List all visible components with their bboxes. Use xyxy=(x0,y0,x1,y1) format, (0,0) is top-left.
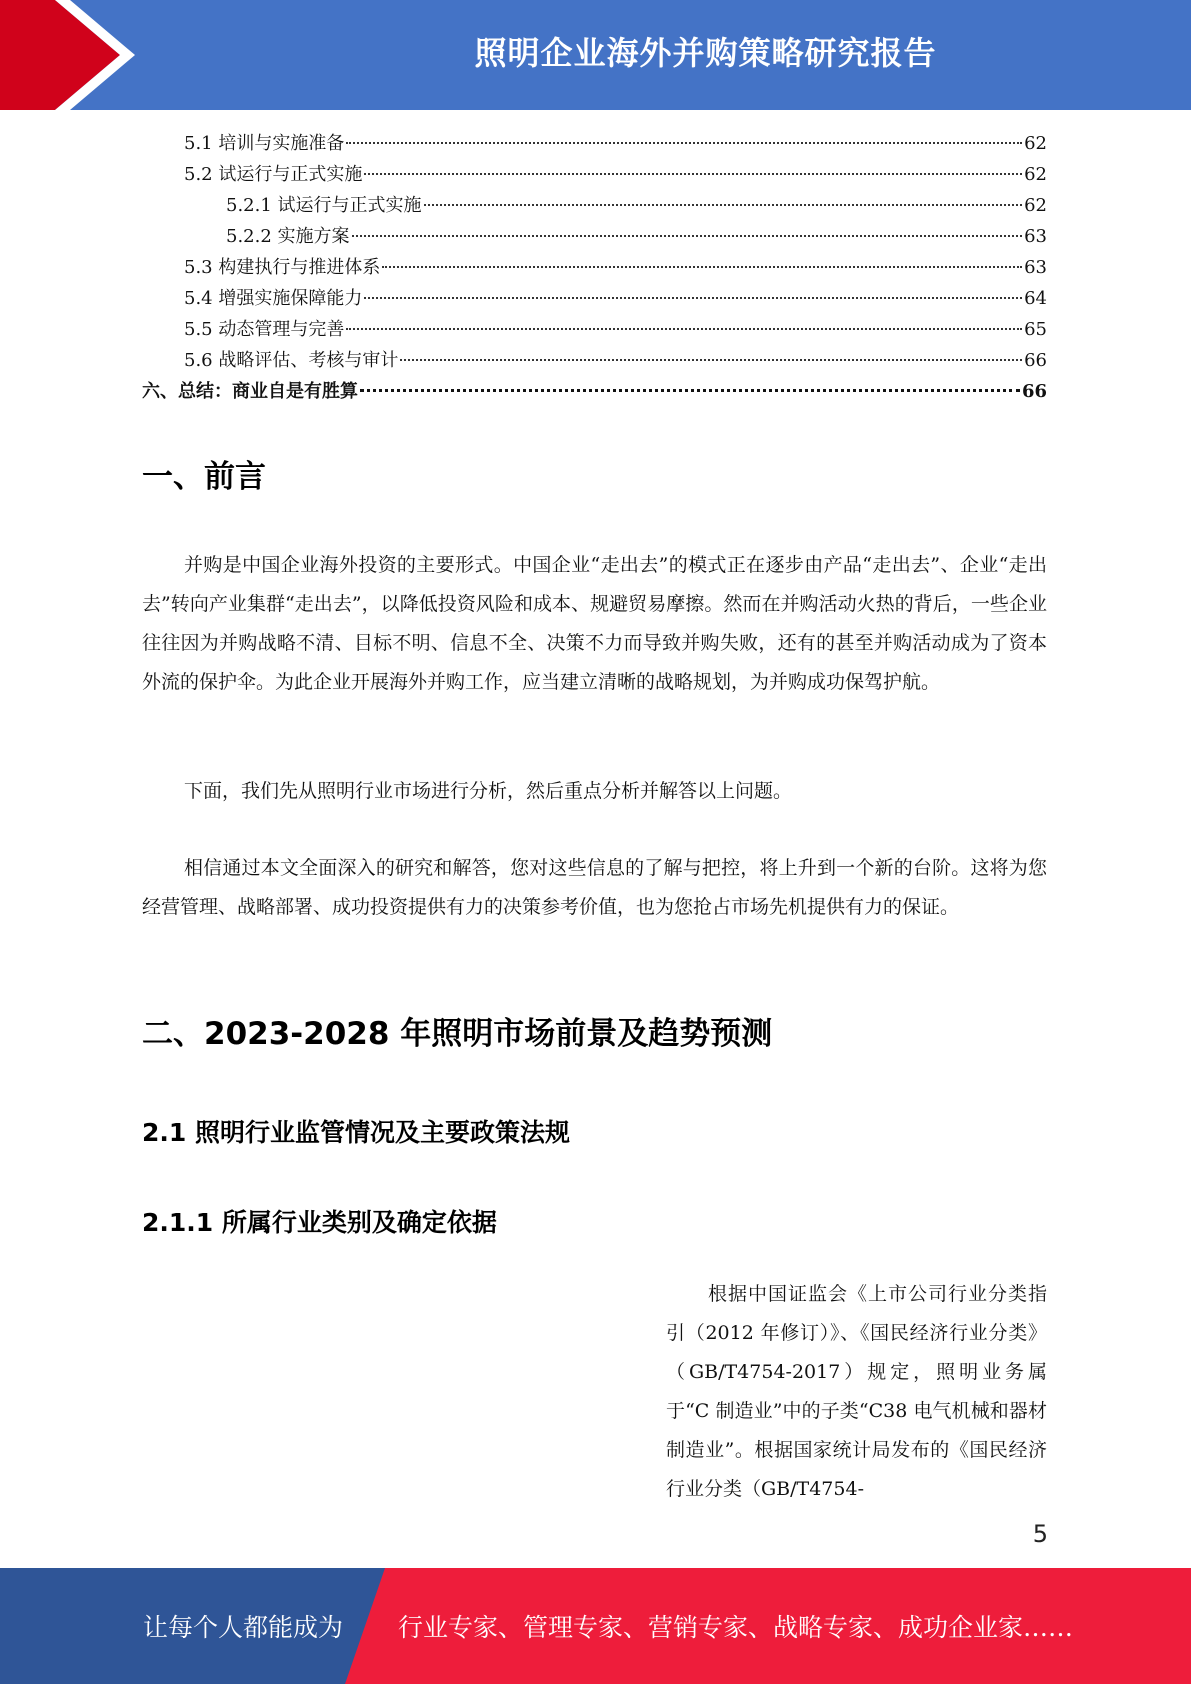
page-number: 5 xyxy=(1032,1520,1048,1548)
toc-entry-title: 5.2.2 实施方案 xyxy=(226,226,350,247)
toc-entry[interactable] xyxy=(142,252,1047,283)
industry-classification-paragraph: 根据中国证监会《上市公司行业分类指引（2012 年修订）》、《国民经济行业分类》（GB/T4754-2017）规定，照明业务属于“C 制造业”中的子类“C38 电气机械和器材制造业”。根据国家统计局发布的《国民经济行业分类（GB/T4754- xyxy=(666,1283,1047,1500)
toc-leader-dots xyxy=(364,297,1022,299)
toc-leader-dots xyxy=(352,235,1023,237)
toc-entry-title: 5.1 培训与实施准备 xyxy=(184,133,345,154)
toc-entry-title: 5.6 战略评估、考核与审计 xyxy=(184,350,399,371)
page-header xyxy=(0,0,1191,110)
table-of-contents xyxy=(142,128,1047,407)
report-title: 照明企业海外并购策略研究报告 xyxy=(474,34,937,72)
toc-entry-page: 66 xyxy=(1024,350,1047,371)
toc-entry-title: 5.2 试运行与正式实施 xyxy=(184,164,363,185)
toc-entry[interactable] xyxy=(142,159,1047,190)
toc-entry[interactable] xyxy=(142,221,1047,252)
header-arrow-graphic xyxy=(0,0,160,110)
toc-entry[interactable] xyxy=(142,376,1047,407)
toc-entry[interactable] xyxy=(142,345,1047,376)
toc-entry[interactable] xyxy=(142,128,1047,159)
toc-leader-dots xyxy=(346,328,1022,330)
subsubsection-heading: 2.1.1 所属行业类别及确定依据 xyxy=(142,1208,497,1237)
toc-entry-page: 63 xyxy=(1024,226,1047,247)
toc-entry-page: 62 xyxy=(1024,195,1047,216)
paragraph: 相信通过本文全面深入的研究和解答，您对这些信息的了解与把控，将上升到一个新的台阶。这将为您经营管理、战略部署、成功投资提供有力的决策参考价值，也为您抢占市场先机提供有力的保证。 xyxy=(142,857,1047,918)
toc-leader-dots xyxy=(364,173,1022,175)
toc-entry[interactable] xyxy=(142,190,1047,221)
toc-entry-title: 5.3 构建执行与推进体系 xyxy=(184,257,381,278)
toc-leader-dots xyxy=(382,266,1022,268)
toc-entry-page: 66 xyxy=(1021,381,1047,402)
paragraph: 并购是中国企业海外投资的主要形式。中国企业“走出去”的模式正在逐步由产品“走出去”、企业“走出去”转向产业集群“走出去”，以降低投资风险和成本、规避贸易摩擦。然而在并购活动火热的背后，一些企业往往因为并购战略不清、目标不明、信息不全、决策不力而导致并购失败，还有的甚至并购活动成为了资本外流的保护伞。为此企业开展海外并购工作，应当建立清晰的战略规划，为并购成功保驾护航。 xyxy=(142,554,1047,693)
toc-leader-dots xyxy=(400,359,1022,361)
toc-leader-dots xyxy=(346,142,1022,144)
toc-entry[interactable] xyxy=(142,314,1047,345)
toc-entry[interactable] xyxy=(142,283,1047,314)
page-footer xyxy=(0,1568,1191,1684)
toc-entry-title: 六、总结：商业自是有胜算 xyxy=(142,381,358,402)
toc-entry-page: 62 xyxy=(1024,164,1047,185)
toc-entry-page: 63 xyxy=(1024,257,1047,278)
toc-entry-page: 62 xyxy=(1024,133,1047,154)
toc-leader-dots xyxy=(424,204,1023,206)
toc-entry-title: 5.4 增强实施保障能力 xyxy=(184,288,363,309)
section-heading-market-outlook: 二、2023-2028 年照明市场前景及趋势预测 xyxy=(142,1016,773,1052)
toc-entry-page: 64 xyxy=(1024,288,1047,309)
footer-slogan-right: 行业专家、管理专家、营销专家、战略专家、成功企业家…… xyxy=(398,1613,1074,1642)
toc-entry-title: 5.2.1 试运行与正式实施 xyxy=(226,195,422,216)
subsection-heading: 2.1 照明行业监管情况及主要政策法规 xyxy=(142,1118,570,1147)
toc-entry-title: 5.5 动态管理与完善 xyxy=(184,319,345,340)
toc-entry-page: 65 xyxy=(1024,319,1047,340)
paragraph: 下面，我们先从照明行业市场进行分析，然后重点分析并解答以上问题。 xyxy=(184,780,793,802)
toc-leader-dots xyxy=(360,389,1020,392)
footer-slogan-left: 让每个人都能成为 xyxy=(143,1613,344,1642)
section-heading-preface: 一、前言 xyxy=(142,459,266,495)
